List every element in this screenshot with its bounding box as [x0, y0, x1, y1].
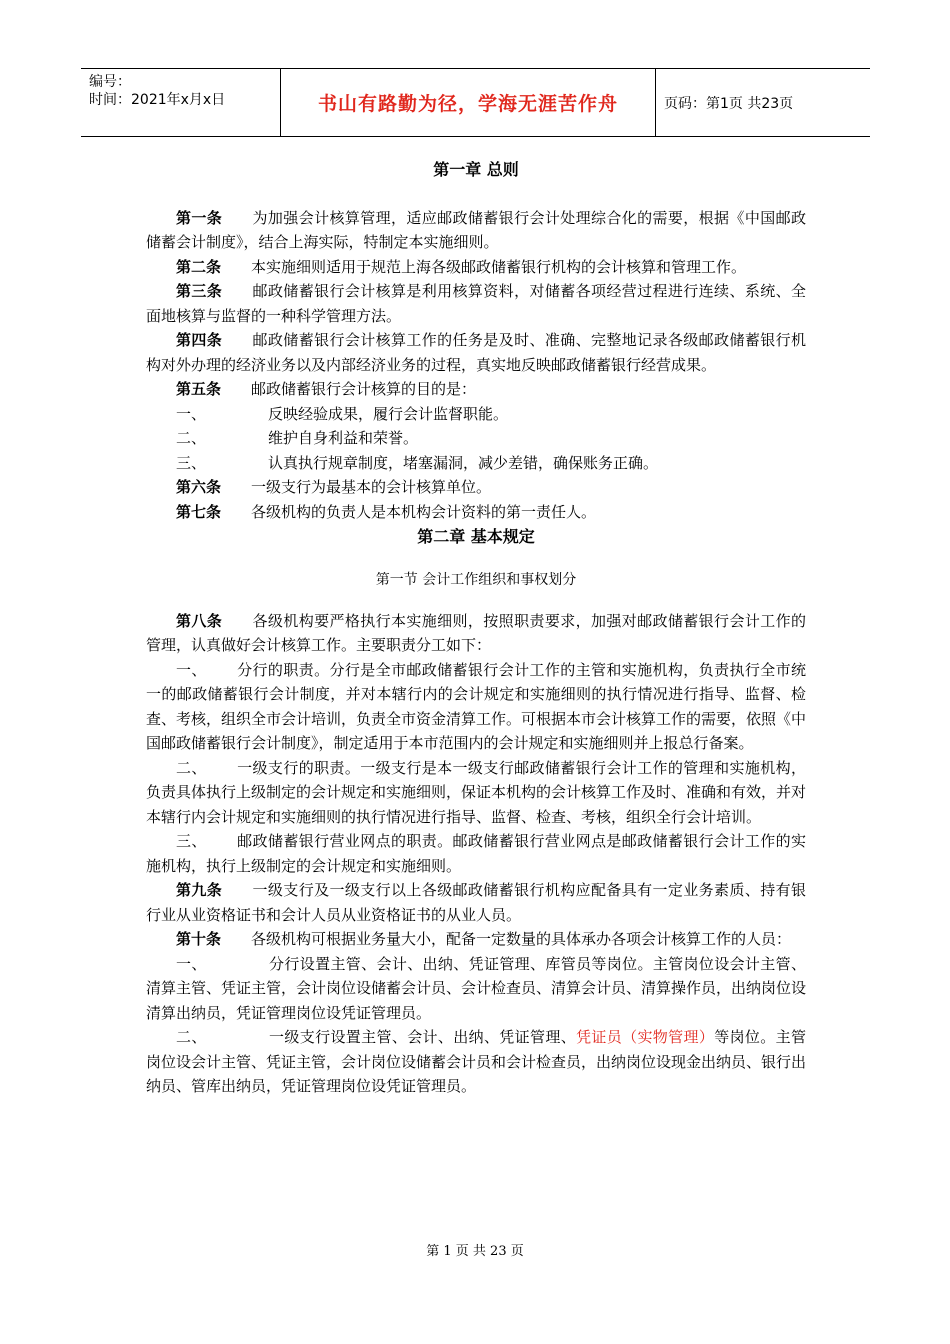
header-date: 时间：2021年x月x日 [89, 92, 226, 108]
article-5-item-2: 二、 维护自身利益和荣誉。 [176, 429, 419, 447]
article-10-item-2: 二、 一级支行设置主管、会计、出纳、凭证管理、凭证员（实物管理）等岗位。主管岗位设会计主管、凭证主管，会计岗位设储蓄会计员和会计检查员，出纳岗位设现金出纳员、银行出纳员、管库出纳员，凭证管理岗位设凭证管理员。 [146, 1028, 807, 1095]
article-5-item-3: 三、 认真执行规章制度，堵塞漏洞，减少差错，确保账务正确。 [176, 453, 659, 472]
article-7: 第七条 各级机构的负责人是本机构会计资料的第一责任人。 [176, 502, 597, 521]
article-3: 第三条 邮政储蓄银行会计核算是利用核算资料，对储蓄各项经营过程进行连续、系统、全面地核算与监督的一种科学管理方法。 [146, 282, 806, 325]
article-8-item-2: 二、 一级支行的职责。一级支行是本一级支行邮政储蓄银行会计工作的管理和实施机构，负责具体执行上级制定的会计规定和实施细则，保证本机构的会计核算工作及时、准确和有效，并对本辖行内会计规定和实施细则的执行情况进行指导、监督、检查、考核，组织全行会计培训。 [146, 758, 807, 826]
article-5: 第五条 邮政储蓄银行会计核算的目的是： [176, 380, 477, 398]
article-8-item-3: 三、 邮政储蓄银行营业网点的职责。邮政储蓄银行营业网点是邮政储蓄银行会计工作的实施机构，执行上级制定的会计规定和实施细则。 [146, 832, 806, 875]
document-body [146, 158, 806, 1099]
header-motto: 书山有路勤为径，学海无涯苦作舟 [281, 69, 656, 136]
article-8: 第八条 各级机构要严格执行本实施细则，按照职责要求，加强对邮政储蓄银行会计工作的管理，认真做好会计核算工作。主要职责分工如下： [146, 611, 806, 654]
article-8-item-1: 一、 分行的职责。分行是全市邮政储蓄银行会计工作的主管和实施机构，负责执行全市统一的邮政储蓄银行会计制度，并对本辖行内的会计规定和实施细则的执行情况进行指导、监督、检查、考核，组织全市会计培训，负责全市资金清算工作。可根据本市会计核算工作的需要，依照《中国邮政储蓄银行会计制度》，制定适用于本市范围内的会计规定和实施细则并上报总行备案。 [146, 660, 807, 752]
article-4: 第四条 邮政储蓄银行会计核算工作的任务是及时、准确、完整地记录各级邮政储蓄银行机构对外办理的经济业务以及内部经济业务的过程，真实地反映邮政储蓄银行经营成果。 [146, 331, 806, 374]
page-footer: 第 1 页 共 23 页 [426, 1244, 524, 1259]
article-1: 第一条 为加强会计核算管理，适应邮政储蓄银行会计处理综合化的需要，根据《中国邮政储蓄会计制度》，结合上海实际，特制定本实施细则。 [146, 208, 806, 251]
header-number: 编号： [89, 74, 131, 90]
header-meta [81, 69, 281, 136]
header-page-info: 页码：第1页 共23页 [664, 95, 794, 112]
article-9: 第九条 一级支行及一级支行以上各级邮政储蓄银行机构应配备具有一定业务素质、持有银行业从业资格证书和会计人员从业资格证书的从业人员。 [146, 881, 806, 924]
article-6: 第六条 一级支行为最基本的会计核算单位。 [176, 478, 492, 496]
article-10-item-1: 一、 分行设置主管、会计、出纳、凭证管理、库管员等岗位。主管岗位设会计主管、清算主管、凭证主管，会计岗位设储蓄会计员、会计检查员、清算会计员、清算操作员，出纳岗位设清算出纳员，凭证管理岗位设凭证管理员。 [146, 954, 807, 1022]
section-1-title: 第一节 会计工作组织和事权划分 [375, 572, 577, 588]
article-10: 第十条 各级机构可根据业务量大小，配备一定数量的具体承办各项会计核算工作的人员： [176, 930, 792, 948]
page-header [81, 68, 870, 137]
article-2: 第二条 本实施细则适用于规范上海各级邮政储蓄银行机构的会计核算和管理工作。 [176, 257, 747, 276]
chapter-2-title: 第二章 基本规定 [417, 527, 535, 546]
article-5-item-1: 一、 反映经验成果，履行会计监督职能。 [176, 404, 509, 423]
chapter-1-title: 第一章 总则 [433, 160, 519, 179]
highlighted-text: 凭证员（实物管理） [576, 1028, 715, 1046]
